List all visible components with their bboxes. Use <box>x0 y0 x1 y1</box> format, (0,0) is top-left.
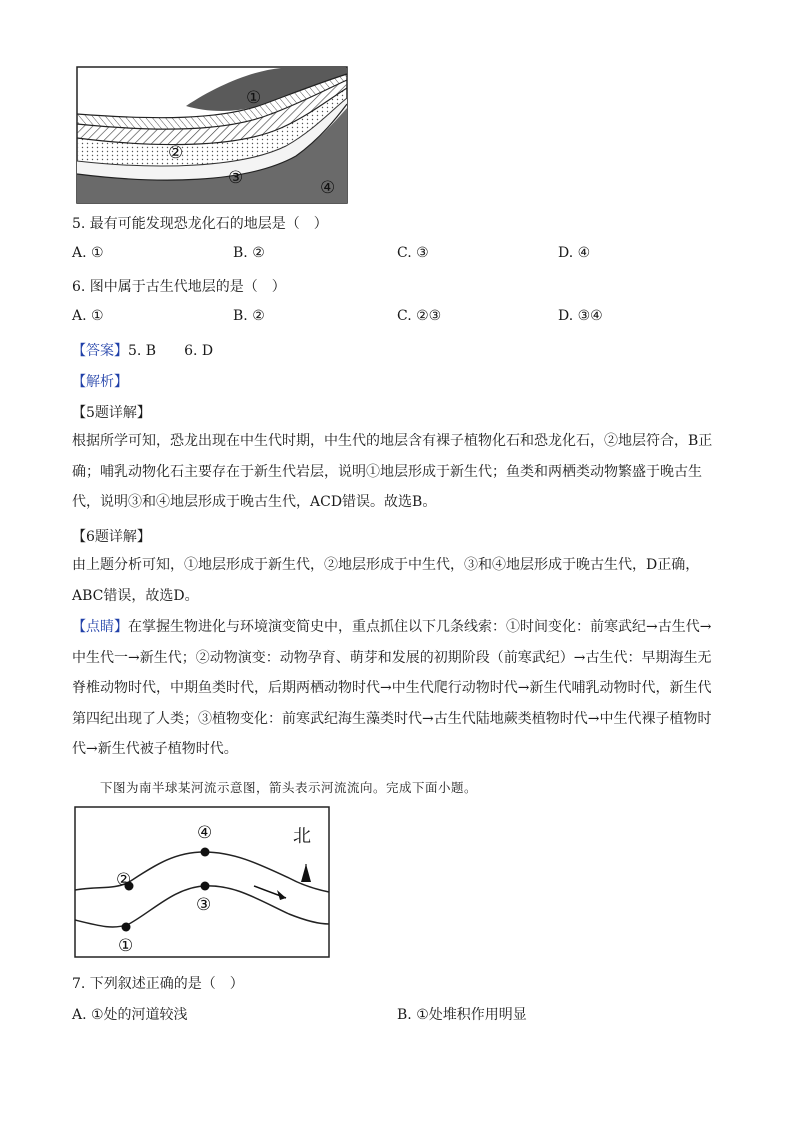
q6-option-d[interactable]: D. ③④ <box>558 308 603 324</box>
detail6-text: 由上题分析可知，①地层形成于新生代，②地层形成于中生代，③和④地层形成于晚古生代，D正确，ABC错误，故选D。 <box>72 557 700 604</box>
north-label: 北 <box>293 826 311 847</box>
answer-line <box>72 340 213 360</box>
river-label-4: ④ <box>197 823 213 843</box>
q7-option-b[interactable]: B. ①处堆积作用明显 <box>397 1007 527 1023</box>
q5-stem: 5. 最有可能发现恐龙化石的地层是（ ） <box>72 216 328 232</box>
strata-label-4: ④ <box>320 178 336 198</box>
river-label-1: ① <box>118 936 134 956</box>
river-point-1 <box>122 923 131 932</box>
q7-option-a[interactable]: A. ①处的河道较浅 <box>72 1007 188 1023</box>
strata-figure <box>76 66 348 204</box>
river-label-2: ② <box>116 870 132 890</box>
strata-diagram <box>76 66 348 204</box>
q5-option-c[interactable]: C. ③ <box>397 245 429 261</box>
river-label-3: ③ <box>196 895 212 915</box>
analysis-tag: 【解析】 <box>72 374 128 390</box>
detail5-text: 根据所学可知，恐龙出现在中生代时期，中生代的地层含有裸子植物化石和恐龙化石，②地层符合，B正确；哺乳动物化石主要存在于新生代岩层，说明①地层形成于新生代；鱼类和两栖类动物繁盛于晚古生代，说明③和④地层形成于晚古生代，ACD错误。故选B。 <box>72 433 713 510</box>
answer-tag: 【答案】 <box>72 343 128 359</box>
q6-stem: 6. 图中属于古生代地层的是（ ） <box>72 279 286 295</box>
figure2-intro: 下图为南半球某河流示意图，箭头表示河流流向。完成下面小题。 <box>100 780 478 795</box>
q7-stem: 7. 下列叙述正确的是（ ） <box>72 976 244 992</box>
strata-label-1: ① <box>246 88 262 108</box>
river-point-3 <box>201 882 210 891</box>
answer-text: 5. B 6. D <box>128 343 214 359</box>
river-figure <box>74 806 330 958</box>
q6-option-c[interactable]: C. ②③ <box>397 308 442 324</box>
strata-label-3: ③ <box>228 168 244 188</box>
q5-option-d[interactable]: D. ④ <box>558 245 591 261</box>
tip-text: 在掌握生物进化与环境演变简史中，重点抓住以下几条线索：①时间变化：前寒武纪→古生代→中生代一→新生代；②动物演变：动物孕育、萌芽和发展的初期阶段（前寒武纪）→古生代：早期海生无脊椎动物时代，中期鱼类时代，后期两栖动物时代→中生代爬行动物时代→新生代哺乳动物时代，新生代第四纪出现了人类；③植物变化：前寒武纪海生藻类时代→古生代陆地蕨类植物时代→中生代裸子植物时代→新生代被子植物时代。 <box>72 619 712 757</box>
tip-tag: 【点睛】 <box>72 619 128 635</box>
river-point-4 <box>201 848 210 857</box>
q5-option-a[interactable]: A. ① <box>72 245 104 261</box>
detail6-tag: 【6题详解】 <box>72 529 151 545</box>
q6-option-a[interactable]: A. ① <box>72 308 104 324</box>
tip-paragraph <box>72 612 722 765</box>
strata-label-2: ② <box>168 143 184 163</box>
river-diagram <box>74 806 330 958</box>
detail5-tag: 【5题详解】 <box>72 405 151 421</box>
q6-option-b[interactable]: B. ② <box>233 308 265 324</box>
q5-option-b[interactable]: B. ② <box>233 245 265 261</box>
